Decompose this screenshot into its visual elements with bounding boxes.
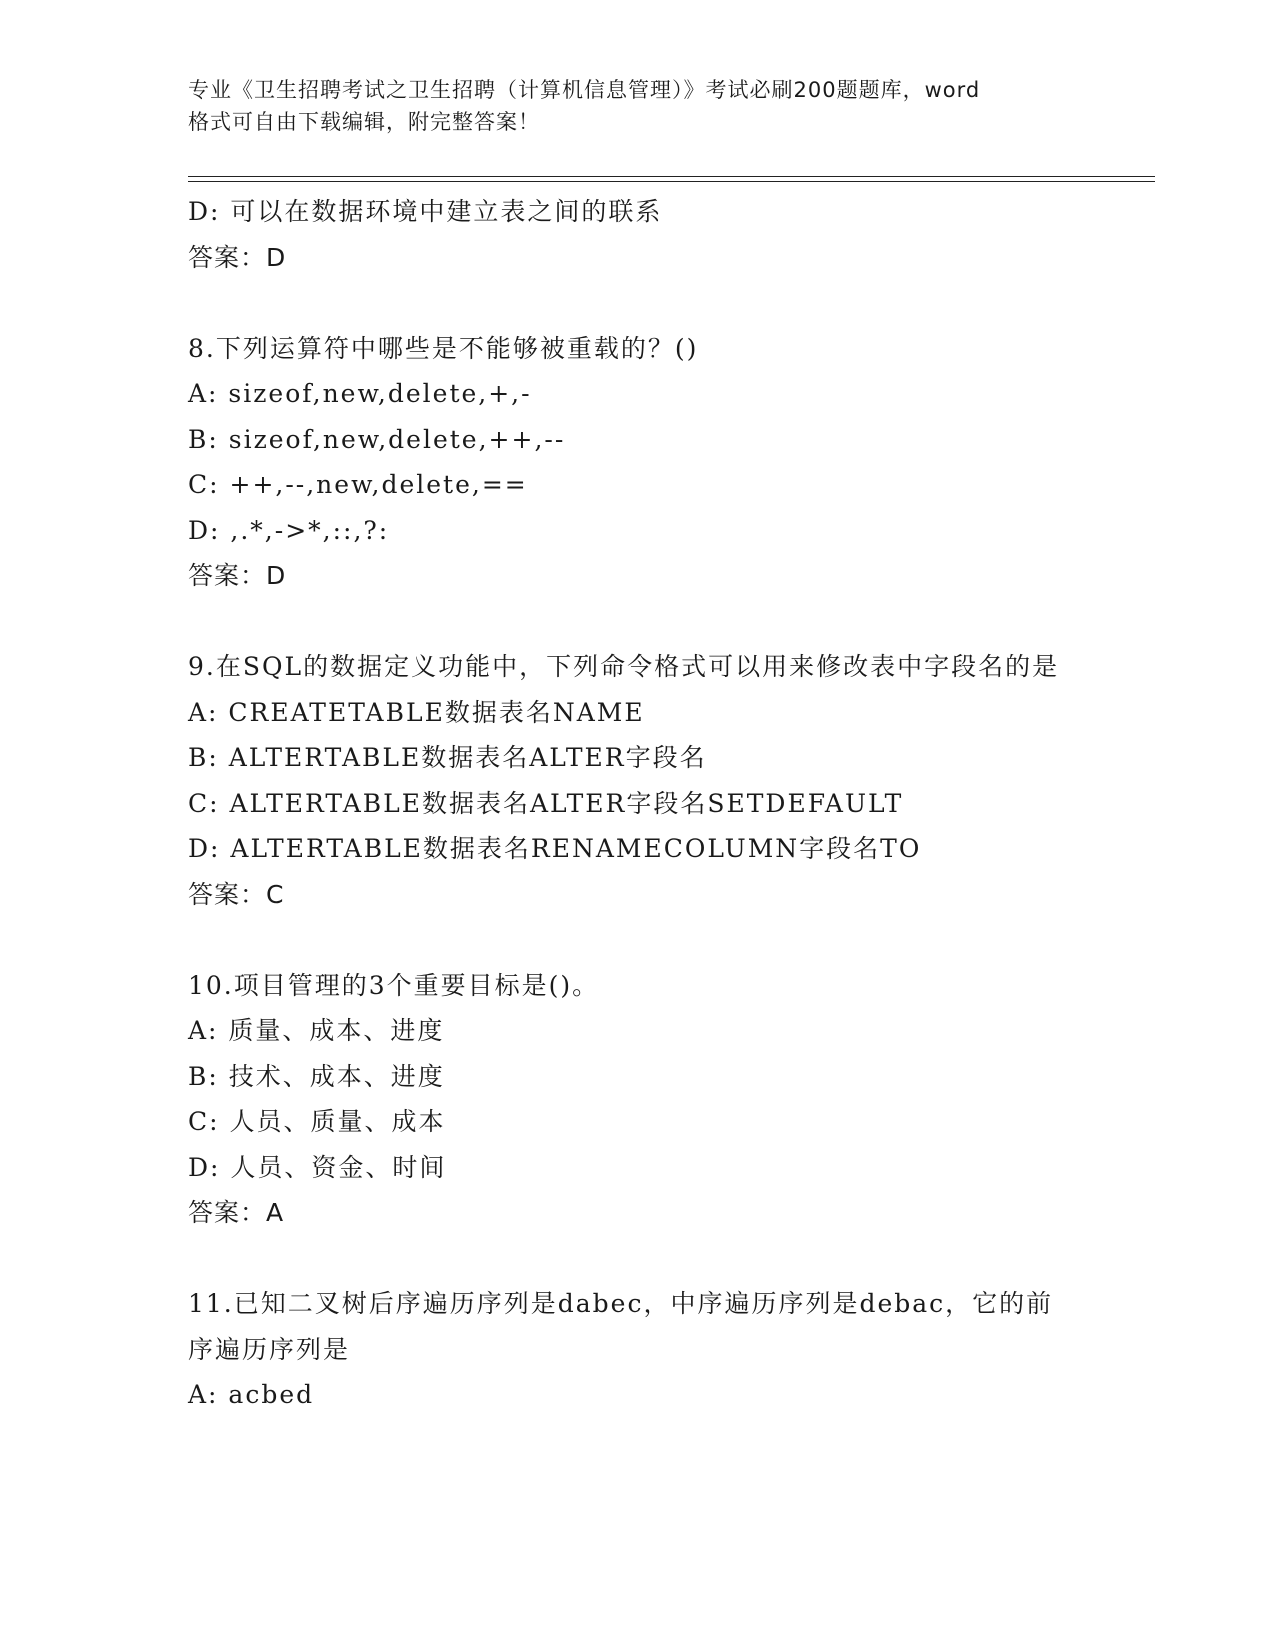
answer-line: 答案：A: [188, 1198, 285, 1227]
spacer: [188, 280, 1068, 326]
question-9: [188, 644, 1068, 917]
answer-line: 答案：D: [188, 242, 287, 272]
spacer: [188, 1236, 1068, 1282]
spacer: [188, 599, 1068, 645]
question-10: [188, 963, 1068, 1236]
option-a: A: acbed: [188, 1380, 315, 1409]
question-stem: 10.项目管理的3个重要目标是()。: [188, 970, 600, 1000]
answer-line: 答案：C: [188, 879, 285, 909]
option-b: B: ALTERTABLE数据表名ALTER字段名: [188, 743, 707, 772]
document-body: [188, 189, 1068, 1418]
option-a: A: sizeof,new,delete,+,-: [188, 379, 532, 408]
option-b: B: sizeof,new,delete,++,--: [188, 424, 566, 454]
document-header: [188, 74, 1088, 138]
option-d: D: 人员、资金、时间: [188, 1152, 447, 1182]
option-b: B: 技术、成本、进度: [188, 1061, 445, 1091]
carryover-question: [188, 189, 1068, 280]
option-d: D: ,.*,->*,::,?:: [188, 515, 390, 545]
header-divider-top: [188, 176, 1155, 177]
question-stem: 9.在SQL的数据定义功能中，下列命令格式可以用来修改表中字段名的是: [188, 652, 1060, 681]
question-11: [188, 1281, 1068, 1418]
option-c: C: 人员、质量、成本: [188, 1107, 446, 1136]
option-d: D: ALTERTABLE数据表名RENAMECOLUMN字段名TO: [188, 834, 922, 863]
option-c: C: ++,--,new,delete,==: [188, 470, 528, 499]
option-a: A: 质量、成本、进度: [188, 1016, 445, 1045]
header-line-1: 专业《卫生招聘考试之卫生招聘（计算机信息管理）》考试必刷200题题库，word: [188, 78, 981, 102]
question-stem: 11.已知二叉树后序遍历序列是dabec，中序遍历序列是debac，它的前序遍历序列是: [188, 1289, 1054, 1364]
answer-line: 答案：D: [188, 561, 287, 590]
question-stem: 8.下列运算符中哪些是不能够被重载的？(): [188, 333, 699, 363]
option-c: C: ALTERTABLE数据表名ALTER字段名SETDEFAULT: [188, 788, 904, 818]
option-d: D: 可以在数据环境中建立表之间的联系: [188, 197, 663, 226]
header-divider-bottom: [188, 181, 1155, 182]
question-8: [188, 326, 1068, 599]
header-line-2: 格式可自由下载编辑，附完整答案！: [188, 110, 540, 134]
option-a: A: CREATETABLE数据表名NAME: [188, 697, 645, 727]
spacer: [188, 917, 1068, 963]
